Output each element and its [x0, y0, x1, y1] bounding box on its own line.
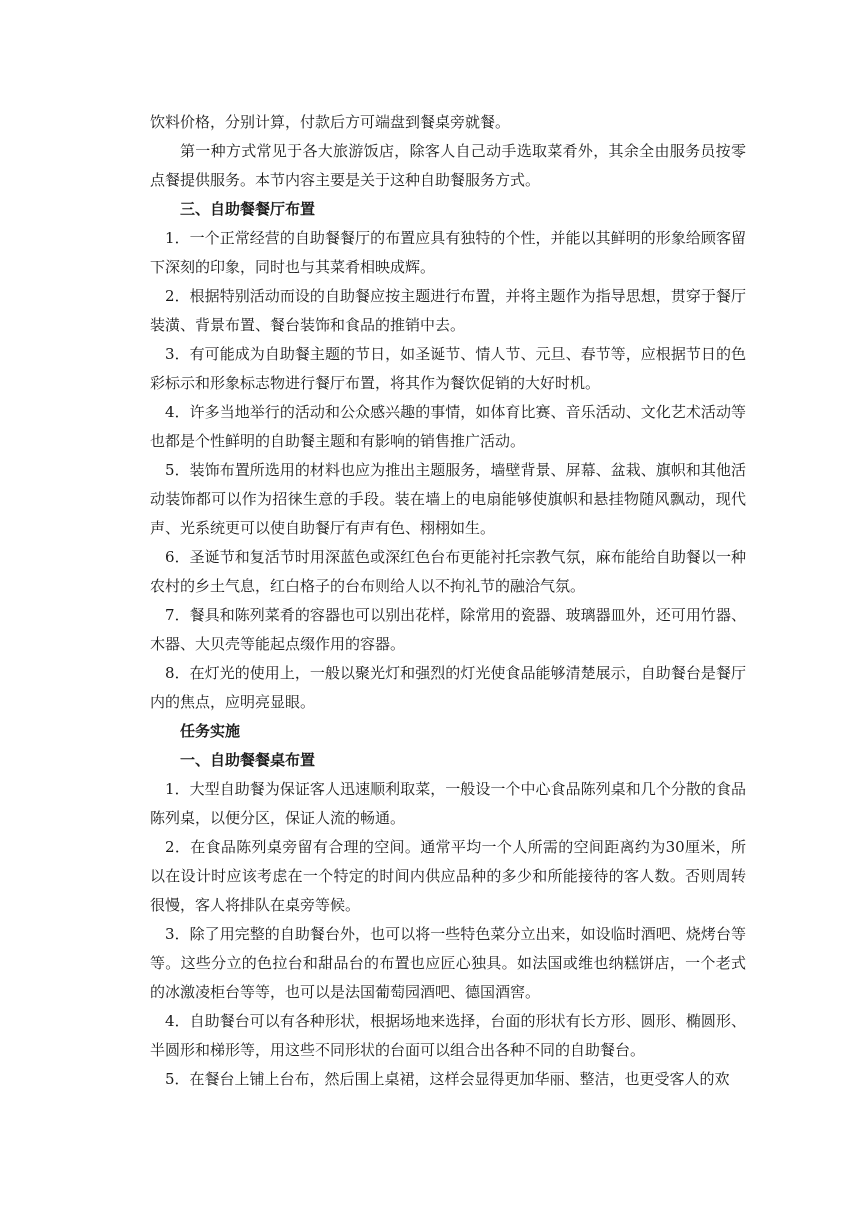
section-heading-table-layout: 一、自助餐餐桌布置 [180, 751, 316, 769]
list-item: 7．餐具和陈列菜肴的容器也可以别出花样，除常用的瓷器、玻璃器皿外，还可用竹器、木器、大贝壳等能起点缀作用的容器。 [150, 606, 746, 653]
document-body [150, 108, 746, 1094]
paragraph-first-method: 第一种方式常见于各大旅游饭店，除客人自己动手选取菜肴外，其余全由服务员按零点餐提供服务。本节内容主要是关于这种自助餐服务方式。 [150, 142, 746, 189]
list-item: 5．在餐台上铺上台布，然后围上桌裙，这样会显得更加华丽、整洁，也更受客人的欢 [165, 1070, 730, 1088]
section-heading-task-implementation: 任务实施 [180, 722, 241, 740]
section-heading-restaurant-layout: 三、自助餐餐厅布置 [180, 200, 316, 218]
list-item: 3．除了用完整的自助餐台外，也可以将一些特色菜分立出来，如设临时酒吧、烧烤台等等。这些分立的色拉台和甜品台的布置也应匠心独具。如法国或维也纳糕饼店，一个老式的冰激凌柜台等等，也可以是法国葡萄园酒吧、德国酒窖。 [150, 925, 746, 1001]
list-item: 2．在食品陈列桌旁留有合理的空间。通常平均一个人所需的空间距离约为30厘米，所以在设计时应该考虑在一个特定的时间内供应品种的多少和所能接待的客人数。否则周转很慢，客人将排队在桌旁等候。 [150, 838, 746, 914]
list-item: 1．大型自助餐为保证客人迅速顺利取菜，一般设一个中心食品陈列桌和几个分散的食品陈列桌，以便分区，保证人流的畅通。 [150, 780, 746, 827]
list-item: 1．一个正常经营的自助餐餐厅的布置应具有独特的个性，并能以其鲜明的形象给顾客留下深刻的印象，同时也与其菜肴相映成辉。 [150, 229, 746, 276]
list-item: 4．自助餐台可以有各种形状，根据场地来选择，台面的形状有长方形、圆形、椭圆形、半圆形和梯形等，用这些不同形状的台面可以组合出各种不同的自助餐台。 [150, 1012, 746, 1059]
list-item: 3．有可能成为自助餐主题的节日，如圣诞节、情人节、元旦、春节等，应根据节日的色彩标示和形象标志物进行餐厅布置，将其作为餐饮促销的大好时机。 [150, 345, 746, 392]
list-item: 2．根据特别活动而设的自助餐应按主题进行布置，并将主题作为指导思想，贯穿于餐厅装潢、背景布置、餐台装饰和食品的推销中去。 [150, 287, 746, 334]
list-item: 4．许多当地举行的活动和公众感兴趣的事情，如体育比赛、音乐活动、文化艺术活动等也都是个性鲜明的自助餐主题和有影响的销售推广活动。 [150, 403, 746, 450]
list-item: 5．装饰布置所选用的材料也应为推出主题服务，墙壁背景、屏幕、盆栽、旗帜和其他活动装饰都可以作为招徕生意的手段。装在墙上的电扇能够使旗帜和悬挂物随风飘动，现代声、光系统更可以使自助餐厅有声有色、栩栩如生。 [150, 461, 746, 537]
list-item: 8．在灯光的使用上，一般以聚光灯和强烈的灯光使食品能够清楚展示，自助餐台是餐厅内的焦点，应明亮显眼。 [150, 664, 746, 711]
list-item: 6．圣诞节和复活节时用深蓝色或深红色台布更能衬托宗教气氛，麻布能给自助餐以一种农村的乡土气息，红白格子的台布则给人以不拘礼节的融洽气氛。 [150, 548, 746, 595]
paragraph-continuation: 饮料价格，分别计算，付款后方可端盘到餐桌旁就餐。 [150, 113, 511, 131]
